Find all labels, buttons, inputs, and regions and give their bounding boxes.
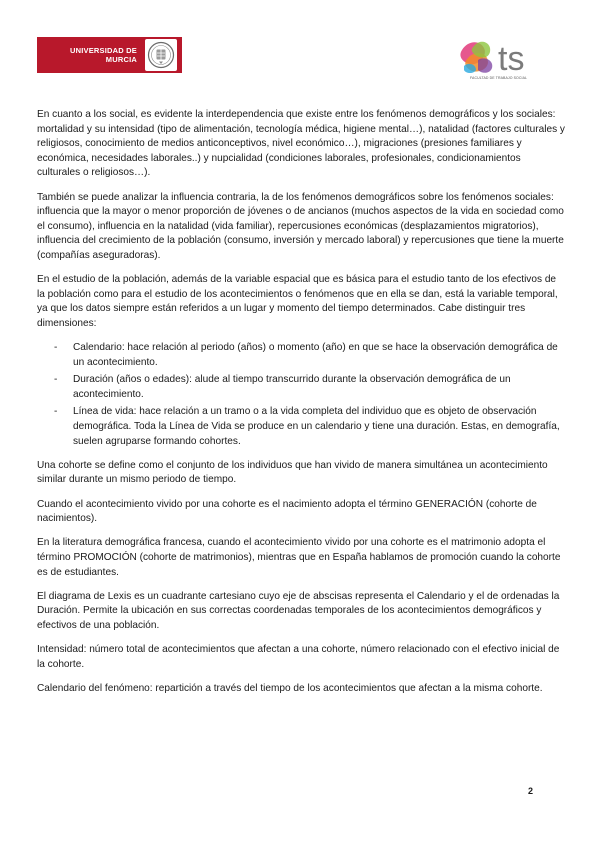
- page-header: [0, 0, 600, 90]
- university-of-murcia-logo: [37, 37, 182, 73]
- list-item: [37, 341, 565, 370]
- list-dash: -: [54, 342, 58, 354]
- paragraph-demographic-influence: También se puede analizar la influencia contraria, la de los fenómenos demográficos sobre los fenómenos sociales: influencia que la mayor o menor proporción de jóvenes o de ancianos (muchos aspectos de la vida en sociedad como el consumo), influencia en la natalidad (vida familiar), repercusiones económicas (desplazamientos migratorios), influencia del crecimiento de la población (consumo, inversión y mercado laboral) y repercusiones que tiene la muerte (compañías aseguradoras).: [37, 191, 564, 261]
- list-dash: -: [54, 406, 58, 418]
- paragraph-generation: Cuando el acontecimiento vivido por una cohorte es el nacimiento adopta el término GENERACIÓN (cohorte de nacimientos).: [37, 498, 537, 525]
- document-body: [37, 108, 565, 706]
- university-logo-line2: MURCIA: [105, 55, 137, 64]
- university-seal-icon: [145, 39, 177, 71]
- paragraph-intensity: Intensidad: número total de acontecimientos que afectan a una cohorte, número relacionado con el efectivo inicial de la cohorte.: [37, 644, 560, 670]
- university-logo-text: [37, 46, 143, 64]
- faculty-logo-mark: ts: [498, 40, 525, 78]
- list-dash: -: [54, 374, 58, 386]
- list-item: [37, 373, 565, 402]
- faculty-logo-caption: FACULTAD DE TRABAJO SOCIAL: [470, 76, 528, 80]
- paragraph-cohort-definition: Una cohorte se define como el conjunto de los individuos que han vivido de manera simultánea un acontecimiento similar durante un mismo periodo de tiempo.: [37, 459, 548, 486]
- university-logo-line1: UNIVERSIDAD DE: [70, 46, 137, 55]
- dimensions-list: [37, 341, 565, 449]
- list-item-text: Calendario: hace relación al periodo (años) o momento (año) en que se hace la observación demográfica de un acontecimiento.: [73, 342, 558, 368]
- list-item-text: Duración (años o edades): alude al tiempo transcurrido durante la observación demográfica de un acontecimiento.: [73, 374, 511, 400]
- paragraph-temporal-variable: En el estudio de la población, además de la variable espacial que es básica para el estudio tanto de los efectivos de la población como para el estudio de los acontecimientos o fenómenos que en ella se dan, está la variable temporal, ya que los datos siempre están referidos a un lugar y momento del tiempo determinados. Cabe distinguir tres dimensiones:: [37, 274, 558, 329]
- page-number: 2: [528, 786, 534, 796]
- list-item: [37, 405, 565, 449]
- paragraph-phenomenon-calendar: Calendario del fenómeno: repartición a través del tiempo de los acontecimientos que afectan a la misma cohorte.: [37, 682, 543, 694]
- paragraph-promotion: En la literatura demográfica francesa, cuando el acontecimiento vivido por una cohorte es el matrimonio adopta el término PROMOCIÓN (cohorte de matrimonios), mientras que en España hablamos de promoción cuando la cohorte es de estudiantes.: [37, 537, 561, 578]
- paragraph-lexis-diagram: El diagrama de Lexis es un cuadrante cartesiano cuyo eje de abscisas representa el Calendario y el de ordenadas la Duración. Permite la ubicación en sus correctas coordenadas temporales de los acontecimientos demográficos y efectivos de una población.: [37, 590, 560, 631]
- paragraph-social-interdependence: En cuanto a los social, es evidente la interdependencia que existe entre los fenómenos demográficos y los sociales: mortalidad y su intensidad (tipo de alimentación, tecnología médica, higiene mental…), natalidad (factores culturales y religiosos, conocimiento de medios anticonceptivos, nivel económico…), migraciones (presiones familiares y económica, necesidades laborales..) y nupcialidad (condiciones laborales, profesionales, condicionamientos culturales o religiosos…).: [37, 109, 565, 179]
- list-item-text: Línea de vida: hace relación a un tramo o a la vida completa del individuo que es objeto de observación demográfica. Toda la Línea de Vida se produce en un calendario y tiene una duración. Estas, en demografía, suelen agruparse formando cohortes.: [73, 406, 560, 447]
